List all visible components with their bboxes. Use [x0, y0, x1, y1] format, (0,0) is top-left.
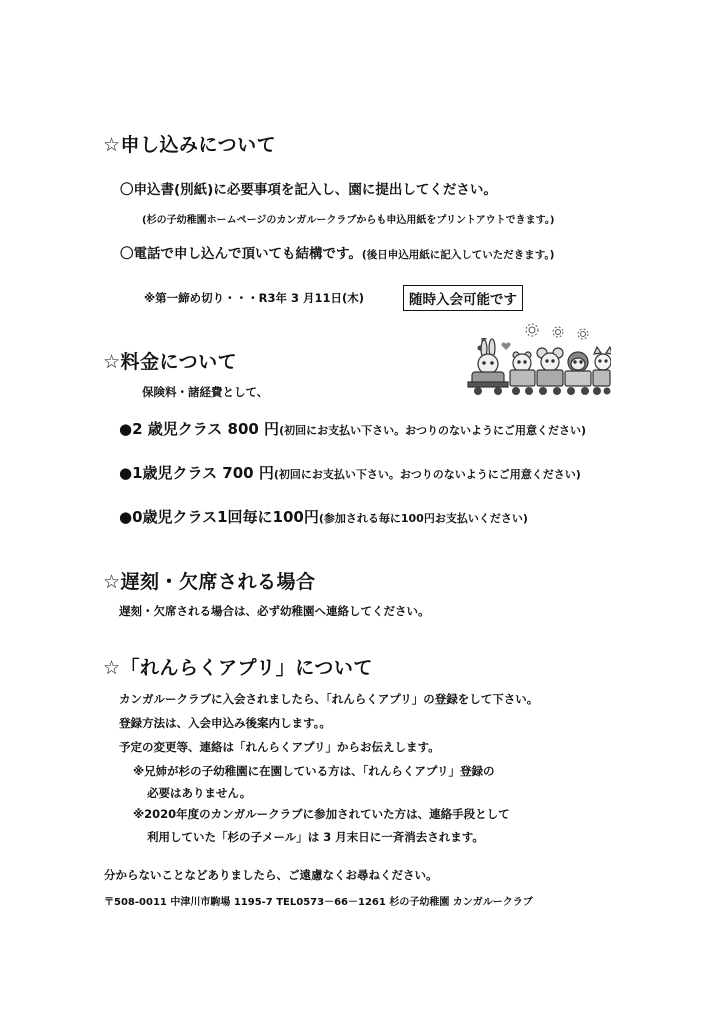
app-heading: ☆「れんらくアプリ」について [103, 657, 373, 679]
anytime-badge: 随時入会可能です [403, 285, 523, 311]
closing-text: 分からないことなどありましたら、ご遠慮なくお尋ねください。 [104, 868, 438, 882]
application-line-form: 〇申込書(別紙)に必要事項を記入し、園に提出してください。 [120, 182, 497, 198]
flower-icon [526, 324, 588, 339]
address-text: 〒508-0011 中津川市駒場 1195-7 TEL0573－66－1261 杉の子幼稚園 カンガルークラブ [104, 897, 533, 908]
fee-note: (参加される毎に100円お支払いください) [318, 512, 528, 525]
fee-item-2yo [119, 418, 586, 439]
application-line-print-note: (杉の子幼稚園ホームページのカンガルークラブからも申込用紙をプリントアウトできます。) [142, 215, 555, 226]
app-line-sibling-note-cont: 必要はありません。 [147, 786, 252, 800]
app-line-register: カンガルークラブに入会されましたら、「れんらくアプリ」の登録をして下さい。 [119, 692, 539, 706]
fee-item-1yo [119, 462, 581, 483]
application-heading: ☆申し込みについて [103, 134, 277, 156]
absence-text: 遅刻・欠席される場合は、必ず幼稚園へ連絡してください。 [119, 604, 430, 618]
mouse-car [537, 348, 563, 386]
fee-label: ●1歳児クラス 700 円 [119, 464, 274, 482]
app-line-method: 登録方法は、入会申込み後案内します。。 [119, 716, 331, 730]
rabbit-engine [468, 339, 508, 387]
phone-note-text: (後日申込用紙に記入していただきます。) [361, 249, 555, 261]
app-line-2020-note: ※2020年度のカンガルークラブに参加されていた方は、連絡手段として [133, 807, 510, 821]
cat-car [593, 347, 611, 386]
app-line-changes: 予定の変更等、連絡は「れんらくアプリ」からお伝えします。 [119, 740, 440, 754]
fee-label: ●2 歳児クラス 800 円 [119, 420, 280, 438]
app-line-2020-note-cont: 利用していた「杉の子メール」は 3 月末日に一斉消去されます。 [147, 830, 484, 844]
app-line-sibling-note: ※兄姉が杉の子幼稚園に在園している方は、「れんらくアプリ」登録の [133, 764, 495, 778]
absence-heading: ☆遅刻・欠席される場合 [103, 571, 316, 593]
deadline-text: ※第一締め切り・・・R3年 3 月11日(木) [144, 291, 365, 305]
animal-train-illustration [466, 322, 611, 400]
bear-car [510, 352, 535, 386]
fee-note: (初回にお支払い下さい。おつりのないようにご用意ください) [273, 468, 581, 481]
application-line-phone [120, 242, 554, 262]
heart-icon [501, 343, 510, 350]
fee-item-0yo [119, 506, 528, 527]
phone-main-text: 〇電話で申し込んで頂いても結構です。 [120, 246, 362, 262]
fee-label: ●0歳児クラス1回毎に100円 [119, 508, 319, 526]
fees-intro: 保険料・諸経費として、 [142, 385, 269, 399]
fee-note: (初回にお支払い下さい。おつりのないようにご用意ください) [279, 424, 587, 437]
monkey-car [565, 352, 591, 386]
fees-heading: ☆料金について [103, 351, 238, 373]
train-wheels [474, 387, 611, 395]
